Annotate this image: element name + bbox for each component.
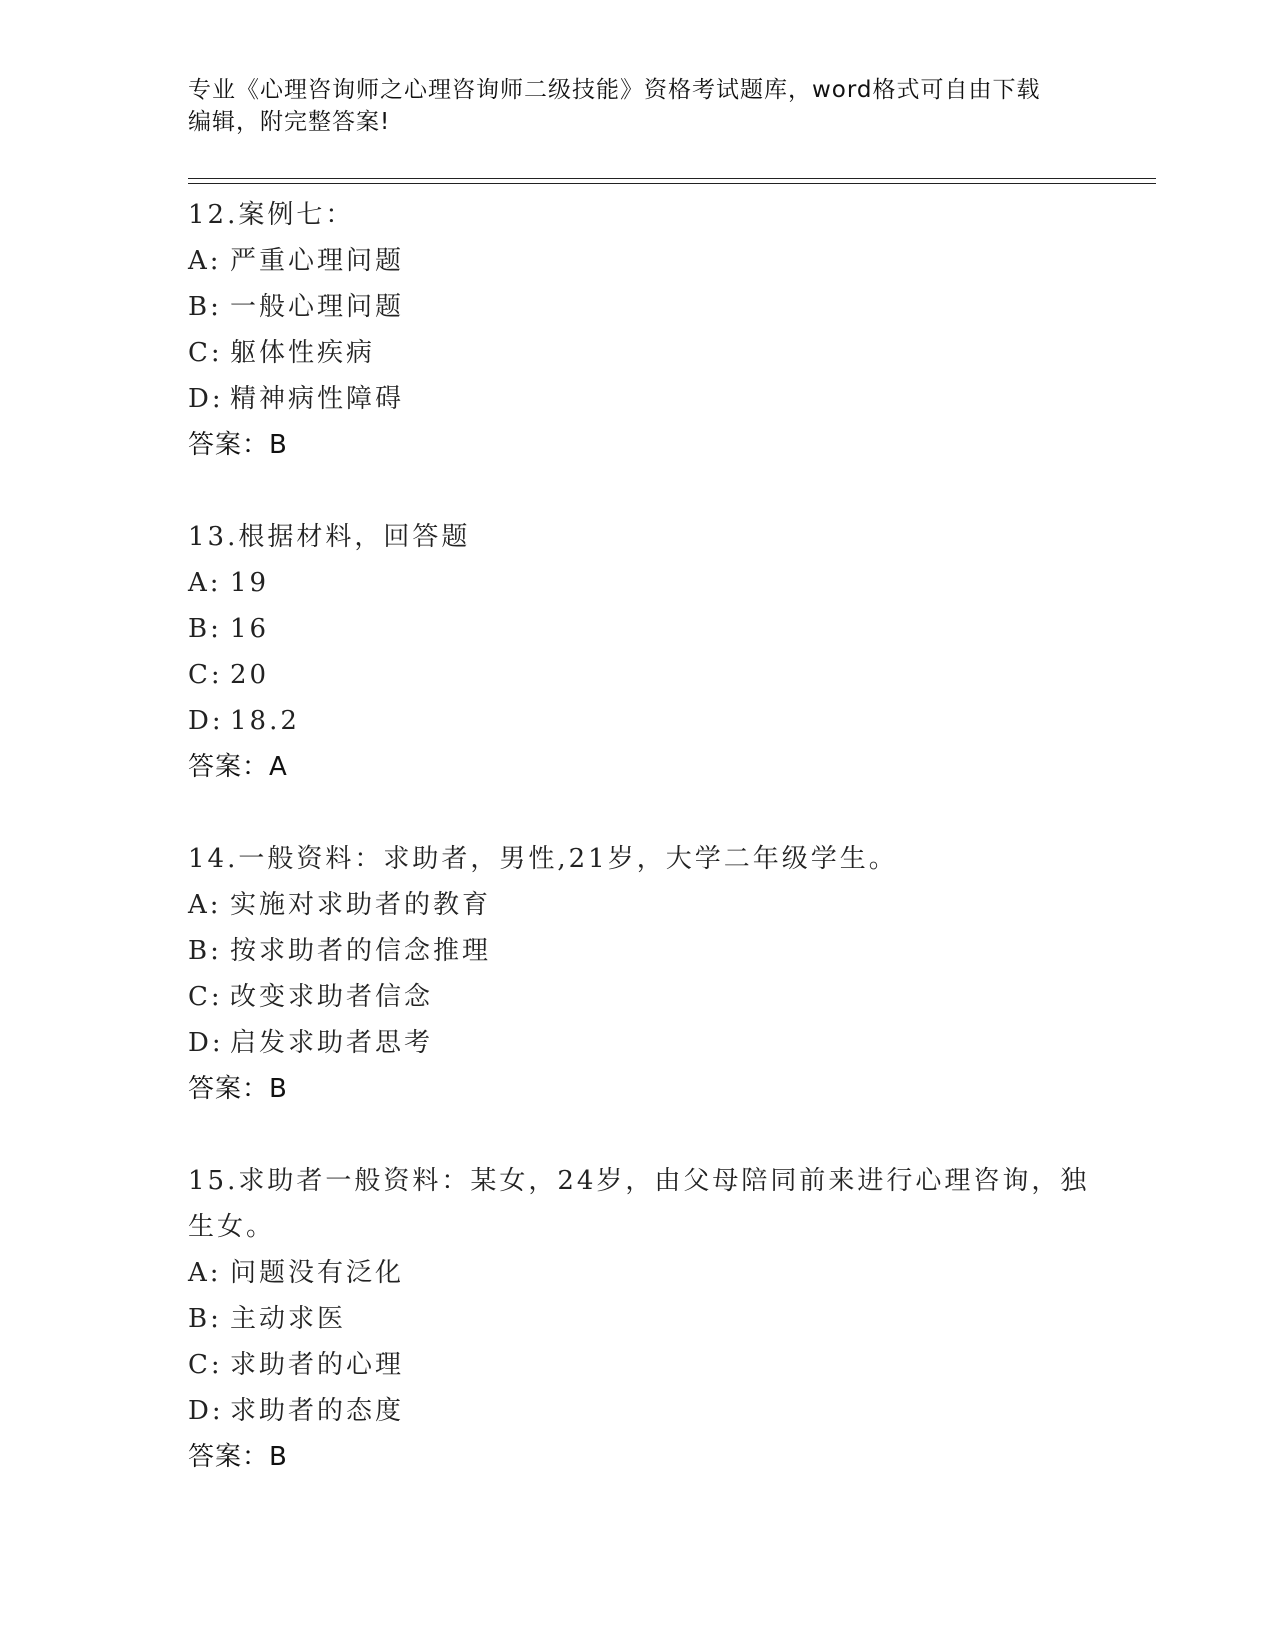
option-letter: D: [188,1028,224,1058]
option-letter: C: [188,1350,223,1380]
option-letter: A: [188,890,222,920]
option-b [188,284,1088,330]
option-d [188,1020,1088,1066]
document-header [188,74,1088,138]
option-text: 按求助者的信念推理 [230,936,492,966]
question-title-continued: 生女。 [188,1212,276,1242]
question-title: 14.一般资料：求助者，男性,21岁，大学二年级学生。 [188,844,898,874]
header-divider-bottom [188,183,1156,184]
option-a [188,882,1088,928]
option-letter: D: [188,1396,224,1426]
option-letter: C: [188,660,223,690]
answer-line: 答案：B [188,1442,288,1472]
option-text: 启发求助者思考 [230,1028,434,1058]
option-letter: C: [188,982,223,1012]
option-letter: C: [188,338,223,368]
header-divider-top [188,178,1156,179]
option-b [188,928,1088,974]
question-title: 15.求助者一般资料：某女，24岁，由父母陪同前来进行心理咨询，独 [188,1166,1090,1196]
option-b [188,606,1088,652]
option-letter: B: [188,614,222,644]
header-line-1: 专业《心理咨询师之心理咨询师二级技能》资格考试题库，word格式可自由下载 [188,77,1041,103]
option-text: 主动求医 [230,1304,347,1334]
option-c [188,1342,1088,1388]
option-text: 16 [230,614,270,644]
option-letter: A: [188,1258,222,1288]
option-letter: B: [188,292,222,322]
option-c [188,330,1088,376]
answer-line: 答案：B [188,1074,288,1104]
question-13 [188,514,1088,790]
question-12 [188,192,1088,468]
option-text: 一般心理问题 [230,292,405,322]
option-letter: A: [188,246,222,276]
option-b [188,1296,1088,1342]
option-text: 躯体性疾病 [230,338,376,368]
header-line-2: 编辑，附完整答案! [188,109,391,135]
option-text: 问题没有泛化 [230,1258,405,1288]
option-text: 求助者的态度 [230,1396,405,1426]
question-title: 13.根据材料，回答题 [188,522,471,552]
option-text: 19 [230,568,270,598]
option-d [188,376,1088,422]
answer-line: 答案：B [188,430,288,460]
option-letter: B: [188,1304,222,1334]
option-d [188,698,1088,744]
option-text: 改变求助者信念 [230,982,434,1012]
option-a [188,560,1088,606]
option-text: 求助者的心理 [230,1350,405,1380]
option-a [188,238,1088,284]
answer-line: 答案：A [188,752,288,782]
option-letter: A: [188,568,222,598]
option-c [188,974,1088,1020]
option-text: 18.2 [230,706,300,736]
option-letter: D: [188,706,224,736]
option-text: 20 [230,660,270,690]
option-d [188,1388,1088,1434]
option-text: 严重心理问题 [230,246,405,276]
option-text: 精神病性障碍 [230,384,405,414]
option-letter: B: [188,936,222,966]
question-title: 12.案例七： [188,200,355,230]
option-letter: D: [188,384,224,414]
question-14 [188,836,1088,1112]
question-list [188,192,1088,1526]
question-15 [188,1158,1088,1480]
option-c [188,652,1088,698]
option-a [188,1250,1088,1296]
option-text: 实施对求助者的教育 [230,890,492,920]
